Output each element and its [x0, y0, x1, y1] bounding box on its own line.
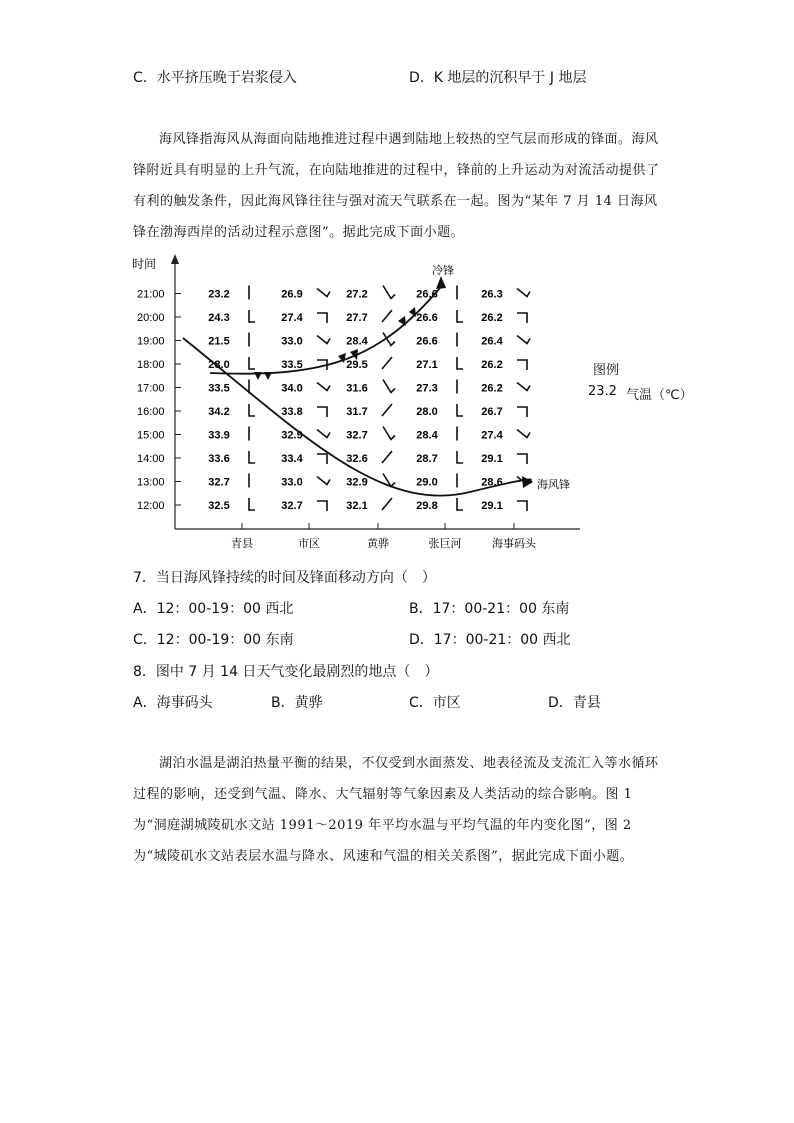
question-8-option-d: D．青县	[548, 695, 601, 711]
temperature-value: 32.9	[346, 476, 368, 489]
wind-barb	[457, 451, 463, 463]
temperature-value: 26.6	[416, 288, 438, 301]
wind-barb	[317, 430, 330, 438]
temperature-value: 28.0	[416, 406, 438, 418]
time-tick-label: 13:00	[137, 476, 165, 489]
temperature-value: 23.2	[208, 288, 230, 301]
temperature-value: 26.9	[281, 288, 303, 301]
wind-barb	[457, 310, 463, 322]
temperature-value: 26.2	[481, 312, 503, 324]
question-7-stem: 7．当日海风锋持续的时间及锋面移动方向（ ）	[133, 570, 436, 586]
y-axis-arrow	[171, 254, 179, 264]
temperature-value: 33.0	[281, 335, 303, 348]
temperature-value: 33.4	[281, 453, 303, 465]
station-label: 市区	[298, 538, 320, 550]
wind-barb	[317, 477, 330, 485]
question-8-stem: 8．图中 7 月 14 日天气变化最剧烈的地点（ ）	[133, 664, 439, 680]
wind-barb	[382, 451, 392, 463]
cold-front-line	[210, 288, 440, 374]
temperature-value: 26.2	[481, 382, 503, 395]
temperature-value: 33.9	[208, 429, 230, 442]
sea-breeze-front-arrow	[522, 476, 533, 488]
question-7-option-a: A．12：00-19：00 西北	[133, 601, 294, 617]
wind-barb	[317, 313, 327, 323]
temperature-value: 29.8	[416, 500, 438, 512]
wind-barb	[517, 360, 527, 370]
temperature-value: 32.5	[208, 500, 230, 512]
temperature-value: 27.4	[281, 312, 303, 324]
wind-barb	[249, 310, 255, 322]
temperature-value: 31.7	[346, 406, 368, 418]
temperature-value: 26.2	[481, 359, 503, 371]
wind-barb	[457, 357, 463, 369]
wind-barb	[517, 430, 530, 438]
temperature-value: 26.7	[481, 406, 503, 418]
cold-front-triangle	[398, 316, 406, 326]
wind-barb	[317, 289, 330, 297]
wind-barb	[517, 454, 527, 464]
time-tick-label: 18:00	[137, 359, 165, 371]
temperature-value: 32.7	[208, 476, 230, 489]
y-axis-label: 时间	[132, 257, 157, 271]
time-tick-label: 20:00	[137, 312, 165, 324]
temperature-value: 28.0	[208, 359, 230, 371]
station-ticks	[231, 523, 537, 550]
passage-sea-breeze: 海风锋指海风从海面向陆地推进过程中遇到陆地上较热的空气层而形成的锋面。海风锋附近具有明显的上升气流，在向陆地推进的过程中，锋前的上升运动为对流活动提供了有利的触发条件，因此海风锋往往与强对流天气联系在一起。图为“某年 7 月 14 日海风锋在渤海西岸的活动过程示意图”。据此完成下面小题。	[133, 132, 660, 240]
cold-front-triangle	[264, 372, 272, 380]
temperature-value: 29.0	[416, 476, 438, 489]
wind-barb	[383, 427, 395, 440]
cold-front-label: 冷锋	[432, 265, 454, 277]
wind-barb	[249, 451, 255, 463]
legend-title: 图例	[593, 363, 620, 378]
temperature-value: 26.4	[481, 335, 503, 348]
temperature-value: 27.7	[346, 312, 368, 324]
wind-barb	[317, 407, 327, 417]
temperature-value: 28.4	[416, 429, 438, 442]
wind-barb	[517, 407, 527, 417]
sea-breeze-chart	[0, 252, 794, 572]
wind-barb	[317, 454, 327, 464]
temperature-value: 29.1	[481, 453, 503, 465]
temperature-value: 33.5	[281, 359, 303, 371]
option-c: C．水平挤压晚于岩浆侵入	[133, 70, 297, 86]
wind-barb	[457, 404, 463, 416]
temperature-value: 32.9	[281, 429, 303, 442]
wind-barb	[457, 498, 463, 510]
option-d: D．K 地层的沉积早于 J 地层	[409, 70, 587, 86]
passage-lake-temperature: 湖泊水温是湖泊热量平衡的结果，不仅受到水面蒸发、地表径流及支流汇入等水循环过程的影响，还受到气温、降水、大气辐射等气象因素及人类活动的综合影响。图 1 为“洞庭湖城陵矶水文站 1991～2019 年平均水温与平均气温的年内变化图”，图 2 为“城陵矶水文站表层水温与降水、风速和气温的相关关系图”，据此完成下面小题。	[133, 756, 659, 864]
question-7-option-b: B．17：00-21：00 东南	[409, 601, 570, 617]
temperature-value: 26.6	[416, 335, 438, 348]
temperature-value: 33.8	[281, 406, 303, 418]
wind-barb	[382, 498, 392, 510]
temperature-value: 33.5	[208, 382, 230, 395]
temperature-value: 26.3	[481, 288, 503, 301]
temperature-value: 27.3	[416, 382, 438, 395]
wind-barb	[517, 501, 527, 511]
temperature-value: 32.7	[281, 500, 303, 512]
wind-barb	[517, 383, 530, 391]
temperature-value: 27.4	[481, 429, 503, 442]
question-8-option-a: A．海事码头	[133, 695, 213, 711]
wind-barb	[517, 336, 530, 344]
station-label: 青县	[231, 538, 253, 550]
wind-barb	[249, 357, 255, 369]
temperature-value: 26.6	[416, 312, 438, 324]
temperature-value: 28.4	[346, 335, 368, 348]
wind-barb	[383, 286, 395, 299]
station-label: 海事码头	[492, 538, 536, 550]
station-label: 张巨河	[428, 538, 462, 550]
question-7-option-c: C．12：00-19：00 东南	[133, 632, 294, 648]
cold-front-triangle	[409, 307, 416, 317]
cold-front-arrow	[436, 276, 446, 289]
temperature-value: 33.0	[281, 476, 303, 489]
time-tick-label: 21:00	[137, 288, 165, 301]
time-tick-label: 14:00	[137, 453, 165, 465]
temperature-value: 29.5	[346, 359, 368, 371]
legend-sample-value: 23.2	[588, 384, 617, 399]
wind-barb	[317, 336, 330, 344]
temperature-value: 21.5	[208, 335, 230, 348]
temperature-value: 29.1	[481, 500, 503, 512]
temperature-value: 34.2	[208, 406, 230, 418]
wind-barb	[317, 383, 330, 391]
temperature-value: 32.7	[346, 429, 368, 442]
wind-barb	[383, 380, 395, 393]
wind-barb	[249, 404, 255, 416]
wind-barb	[517, 313, 527, 323]
temperature-value: 33.6	[208, 453, 230, 465]
station-label: 黄骅	[367, 538, 389, 550]
wind-barb	[517, 289, 530, 297]
temperature-value: 24.3	[208, 312, 230, 324]
time-tick-label: 12:00	[137, 500, 165, 512]
wind-barb	[382, 404, 392, 416]
temperature-value: 32.1	[346, 500, 368, 512]
wind-barb	[382, 357, 392, 369]
time-tick-label: 16:00	[137, 406, 165, 418]
fronts	[183, 263, 570, 496]
time-tick-label: 17:00	[137, 382, 165, 395]
temperature-value: 27.2	[346, 288, 368, 301]
time-tick-label: 19:00	[137, 335, 165, 348]
temperature-value: 27.1	[416, 359, 438, 371]
temperature-value: 34.0	[281, 382, 303, 395]
temperature-value: 28.7	[416, 453, 438, 465]
sea-breeze-front-label: 海风锋	[537, 479, 570, 491]
time-tick-label: 15:00	[137, 429, 165, 442]
temperature-value: 32.6	[346, 453, 368, 465]
temperature-value: 28.6	[481, 476, 503, 489]
wind-barb	[249, 498, 255, 510]
wind-barb	[317, 501, 327, 511]
temperature-value: 31.6	[346, 382, 368, 395]
cold-front-triangle	[254, 372, 262, 380]
wind-barb	[382, 310, 392, 322]
question-7-option-d: D．17：00-21：00 西北	[409, 632, 571, 648]
question-8-option-b: B．黄骅	[271, 695, 323, 711]
question-8-option-c: C．市区	[409, 695, 461, 711]
legend-item: 气温（℃）	[626, 388, 693, 403]
